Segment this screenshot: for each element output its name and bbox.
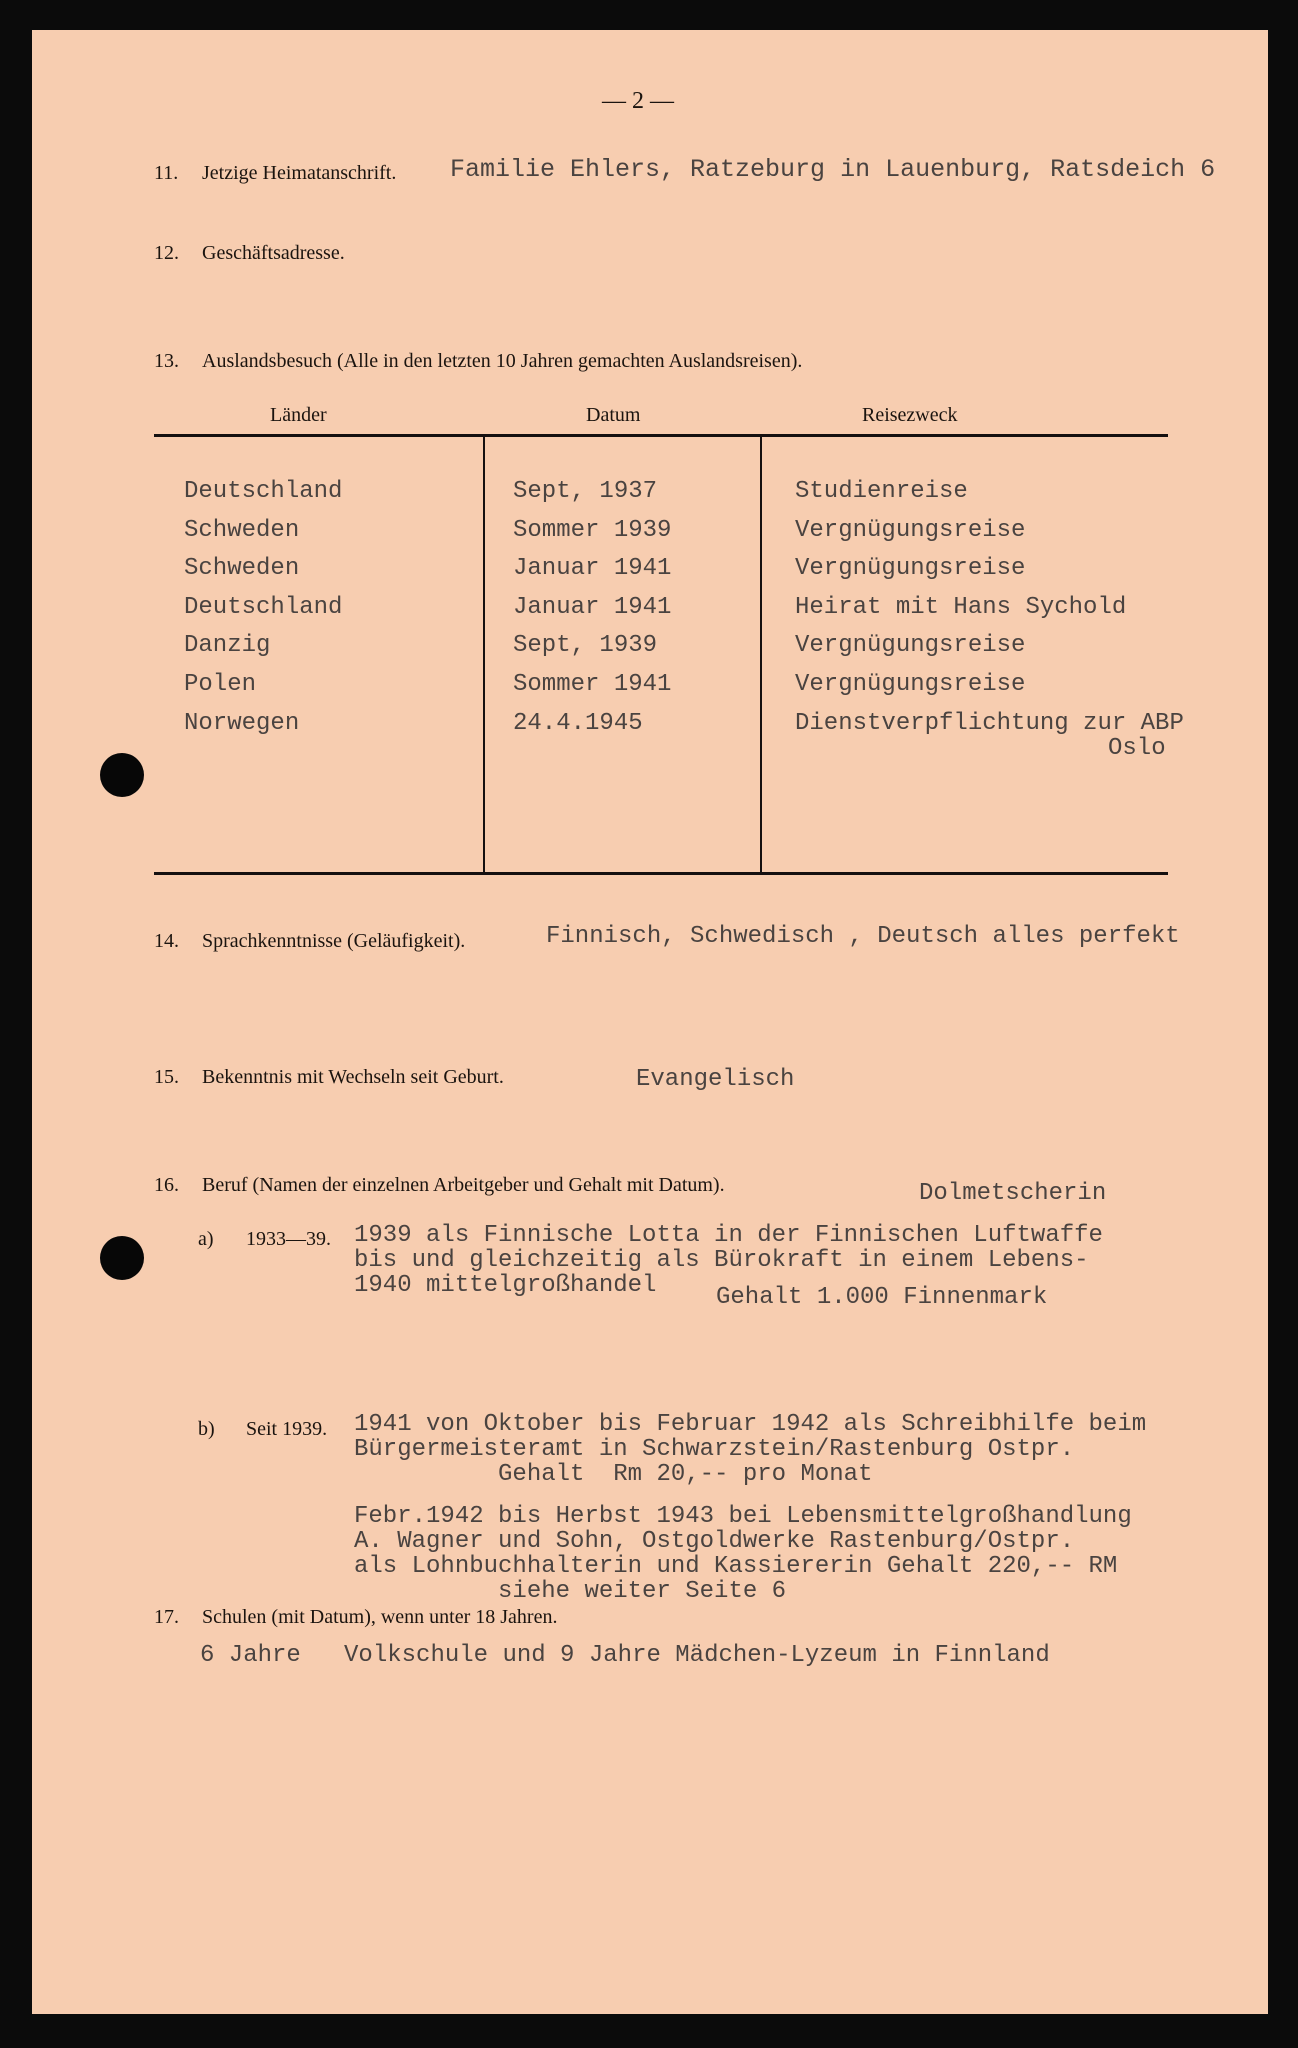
table-cell-purpose: Studienreise [795,478,968,505]
table-cell-date: Januar 1941 [513,555,672,582]
item-16a-line: 1940 mittelgroßhandel [354,1272,657,1299]
item-17-value: 6 Jahre Volkschule und 9 Jahre Mädchen-Lyzeum in Finnland [200,1642,1050,1669]
item-16b-line: A. Wagner und Sohn, Ostgoldwerke Rastenburg/Ostpr. [354,1528,1075,1555]
table-cell-purpose: Vergnügungsreise [795,632,1026,659]
table-cell-date: Sommer 1939 [513,517,672,544]
item-12-number: 12. [154,242,179,264]
table-cell-purpose: Heirat mit Hans Sychold [795,594,1127,621]
item-16b-line: 1941 von Oktober bis Februar 1942 als Schreibhilfe beim [354,1411,1147,1438]
table-cell-country: Schweden [184,517,300,544]
item-16a-salary: Gehalt 1.000 Finnenmark [716,1284,1048,1311]
item-16-value: Dolmetscherin [919,1180,1107,1207]
item-16-number: 16. [154,1174,179,1196]
item-15-value: Evangelisch [636,1066,795,1093]
item-15-label: Bekenntnis mit Wechseln seit Geburt. [202,1066,504,1088]
item-14-value: Finnisch, Schwedisch , Deutsch alles perfekt [546,923,1180,950]
table-bottom-rule [154,872,1168,875]
table-divider-2 [760,437,762,872]
item-14-label: Sprachkenntnisse (Geläufigkeit). [202,930,466,952]
item-17-number: 17. [154,1606,179,1628]
table-cell-country: Danzig [184,632,271,659]
item-16a-line: 1939 als Finnische Lotta in der Finnischen Luftwaffe [354,1222,1103,1249]
table-cell-purpose: Dienstverpflichtung zur ABP [795,710,1184,737]
table-cell-date: Sept, 1937 [513,478,658,505]
item-16b-line: Bürgermeisteramt in Schwarzstein/Rastenburg Ostpr. [354,1436,1075,1463]
table-cell-country: Deutschland [184,594,343,621]
table-cell-country: Deutschland [184,478,343,505]
item-11-label: Jetzige Heimatanschrift. [202,162,397,184]
table-header-date: Datum [586,404,641,426]
item-16a-period: 1933—39. [246,1228,331,1250]
item-16-label: Beruf (Namen der einzelnen Arbeitgeber und Gehalt mit Datum). [202,1174,725,1196]
item-16b-label: b) [198,1418,215,1440]
item-16b-line: Gehalt Rm 20,-- pro Monat [354,1461,873,1488]
item-16a-label: a) [198,1228,214,1250]
table-cell-purpose-continuation: Oslo [1108,735,1166,762]
item-16b-period: Seit 1939. [246,1418,328,1440]
table-cell-date: Sept, 1939 [513,632,658,659]
table-header-countries: Länder [270,404,327,426]
item-11-value: Familie Ehlers, Ratzeburg in Lauenburg, Ratsdeich 6 [450,155,1216,184]
table-header-purpose: Reisezweck [862,404,958,426]
table-cell-purpose: Vergnügungsreise [795,555,1026,582]
item-13-label: Auslandsbesuch (Alle in den letzten 10 Jahren gemachten Auslandsreisen). [202,350,803,372]
table-divider-1 [483,437,485,872]
item-17-label: Schulen (mit Datum), wenn unter 18 Jahren. [202,1606,558,1628]
table-cell-country: Schweden [184,555,300,582]
punch-hole [100,753,144,797]
item-12-label: Geschäftsadresse. [202,242,345,264]
item-16b-line: als Lohnbuchhalterin und Kassiererin Gehalt 220,-- RM [354,1553,1118,1580]
table-cell-purpose: Vergnügungsreise [795,517,1026,544]
table-cell-date: 24.4.1945 [513,710,643,737]
item-11-number: 11. [154,162,179,184]
table-cell-country: Norwegen [184,710,300,737]
item-15-number: 15. [154,1066,179,1088]
page-number: — 2 — [602,88,674,114]
item-16b-line: Febr.1942 bis Herbst 1943 bei Lebensmittelgroßhandlung [354,1503,1132,1530]
table-cell-date: Sommer 1941 [513,671,672,698]
item-16a-line: bis und gleichzeitig als Bürokraft in einem Lebens- [354,1247,1089,1274]
table-cell-date: Januar 1941 [513,594,672,621]
table-top-rule [154,434,1168,437]
item-13-number: 13. [154,350,179,372]
table-cell-purpose: Vergnügungsreise [795,671,1026,698]
item-14-number: 14. [154,930,179,952]
item-16b-line: siehe weiter Seite 6 [354,1578,787,1605]
document-page [32,30,1268,2014]
punch-hole [100,1236,144,1280]
table-cell-country: Polen [184,671,257,698]
